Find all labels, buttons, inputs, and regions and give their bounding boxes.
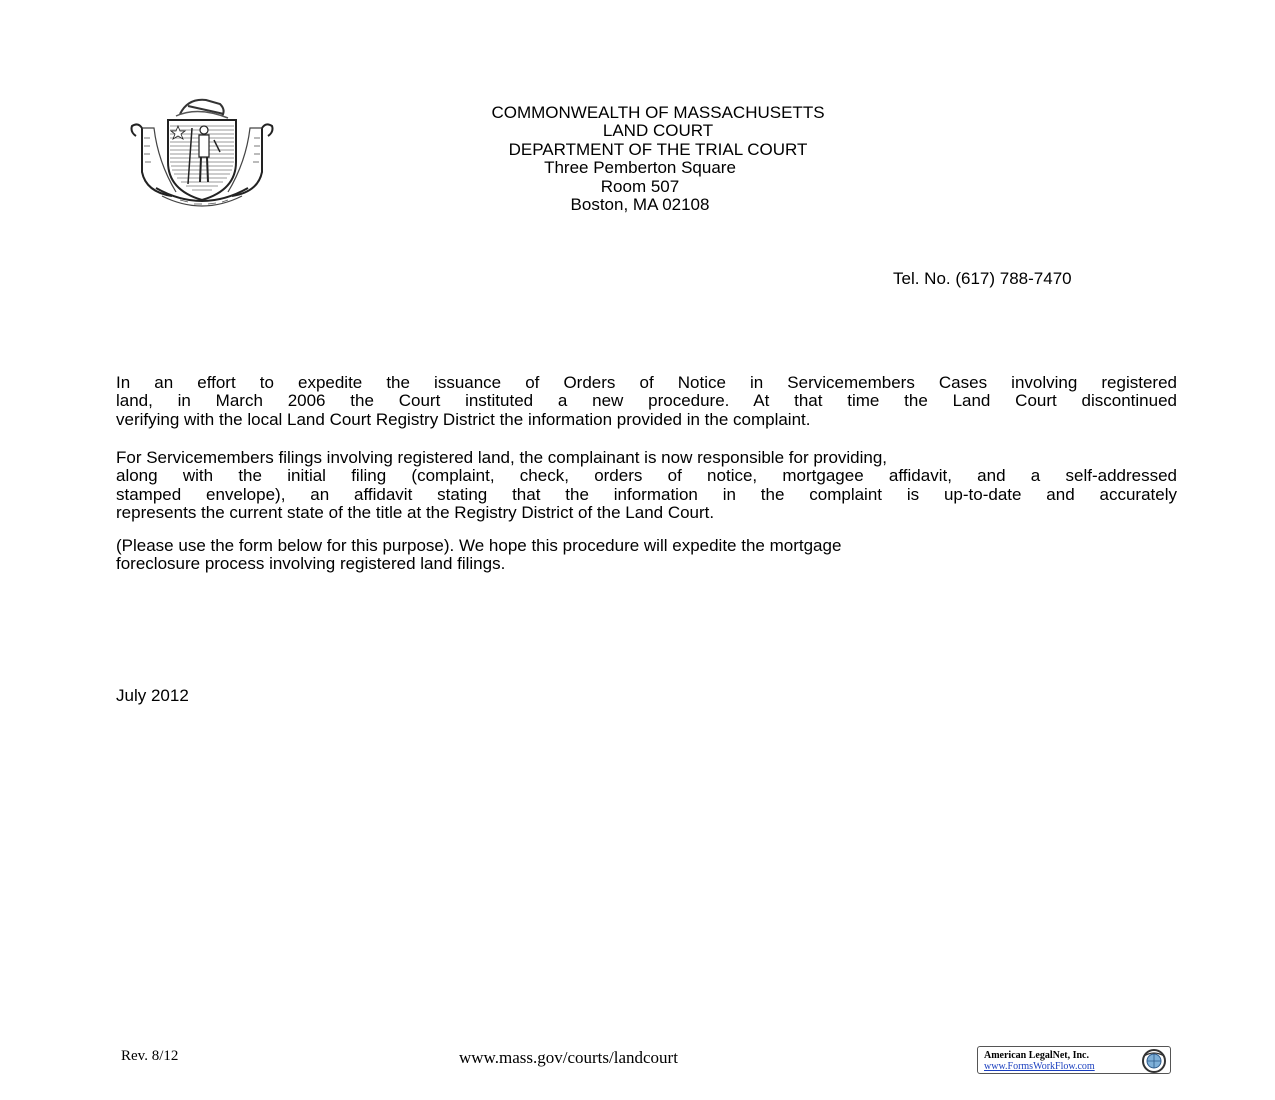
header-street: Three Pemberton Square xyxy=(544,158,736,178)
massachusetts-seal-icon xyxy=(128,92,276,210)
header-city: Boston, MA 02108 xyxy=(570,195,710,214)
paragraph-2-line: represents the current state of the title at the Registry District of the Land Court. xyxy=(116,503,715,523)
paragraph-1-line: land, in March 2006 the Court instituted a new procedure. At that time the Land Court discontinued xyxy=(116,391,1177,411)
formsworkflow-link[interactable]: www.FormsWorkFlow.com xyxy=(984,1061,1095,1072)
paragraph-1 xyxy=(116,374,1177,429)
globe-icon xyxy=(1141,1048,1167,1074)
header-department: DEPARTMENT OF THE TRIAL COURT xyxy=(508,139,808,159)
paragraph-2-line: stamped envelope), an affidavit stating that the information in the complaint is up-to-date and accurately xyxy=(116,484,1177,504)
telephone-number: Tel. No. (617) 788-7470 xyxy=(893,269,1072,288)
paragraph-2-line: along with the initial filing (complaint, check, orders of notice, mortgagee affidavit, and a self-addressed xyxy=(116,466,1177,486)
paragraph-3 xyxy=(116,537,1177,574)
court-website-link[interactable]: www.mass.gov/courts/landcourt xyxy=(459,1048,678,1067)
legalnet-logo[interactable] xyxy=(977,1046,1171,1074)
header-land-court: LAND COURT xyxy=(602,121,714,141)
paragraph-1-line: verifying with the local Land Court Registry District the information provided in the complaint. xyxy=(116,409,811,429)
legalnet-name: American LegalNet, Inc. xyxy=(984,1050,1089,1061)
paragraph-1-line: In an effort to expedite the issuance of Orders of Notice in Servicemembers Cases involving registered xyxy=(116,373,1177,392)
document-date: July 2012 xyxy=(116,686,189,705)
header-commonwealth: COMMONWEALTH OF MASSACHUSETTS xyxy=(491,103,825,122)
paragraph-3-line: (Please use the form below for this purpose). We hope this procedure will expedite the mortgage xyxy=(116,536,842,555)
paragraph-2-line: For Servicemembers filings involving registered land, the complainant is now responsible for providing, xyxy=(116,448,888,467)
revision-label: Rev. 8/12 xyxy=(121,1048,179,1064)
paragraph-3-line: foreclosure process involving registered land filings. xyxy=(116,554,506,574)
paragraph-2 xyxy=(116,449,1177,523)
header-room: Room 507 xyxy=(600,176,680,196)
